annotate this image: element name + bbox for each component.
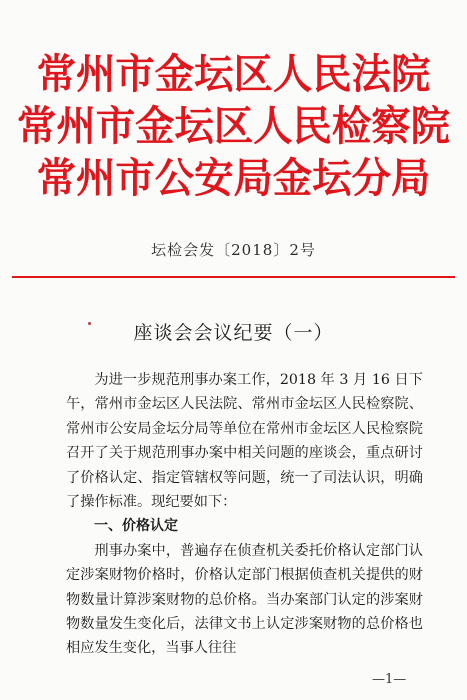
document-number: 坛检会发〔2018〕2号 [151, 241, 316, 259]
intro-paragraph: 为进一步规范刑事办案工作，2018 年 3 月 16 日下午，常州市金坛区人民法院、常州市金坛区人民检察院、常州市公安局金坛分局等单位在常州市金坛区人民检察院召开了关于规范刑事办案中相关问题的座谈会，重点研讨了价格认定、指定管辖权等问题，统一了司法认识，明确了操作标准。现纪要如下： [66, 372, 423, 511]
document-body [66, 368, 423, 661]
issuing-org-procuratorate: 常州市金坛区人民检察院 [17, 102, 450, 150]
issuing-org-police: 常州市公安局金坛分局 [36, 154, 431, 202]
document-title: 座谈会会议纪要（一） [133, 322, 334, 344]
red-separator-line [12, 276, 455, 278]
page-number: —1— [372, 672, 407, 687]
section-paragraph-price-assessment: 刑事办案中，普遍存在侦查机关委托价格认定部门认定涉案财物价格时，价格认定部门根据侦查机关提供的财物数量计算涉案财物的总价格。当办案部门认定的涉案财物数量发生变化后，法律文书上认定涉案财物的总价格也相应发生变化，当事人往往 [66, 542, 423, 657]
issuing-organizations-header [0, 48, 467, 204]
section-heading-price-assessment: 一、价格认定 [94, 518, 178, 535]
issuing-org-court: 常州市金坛区人民法院 [36, 50, 431, 98]
